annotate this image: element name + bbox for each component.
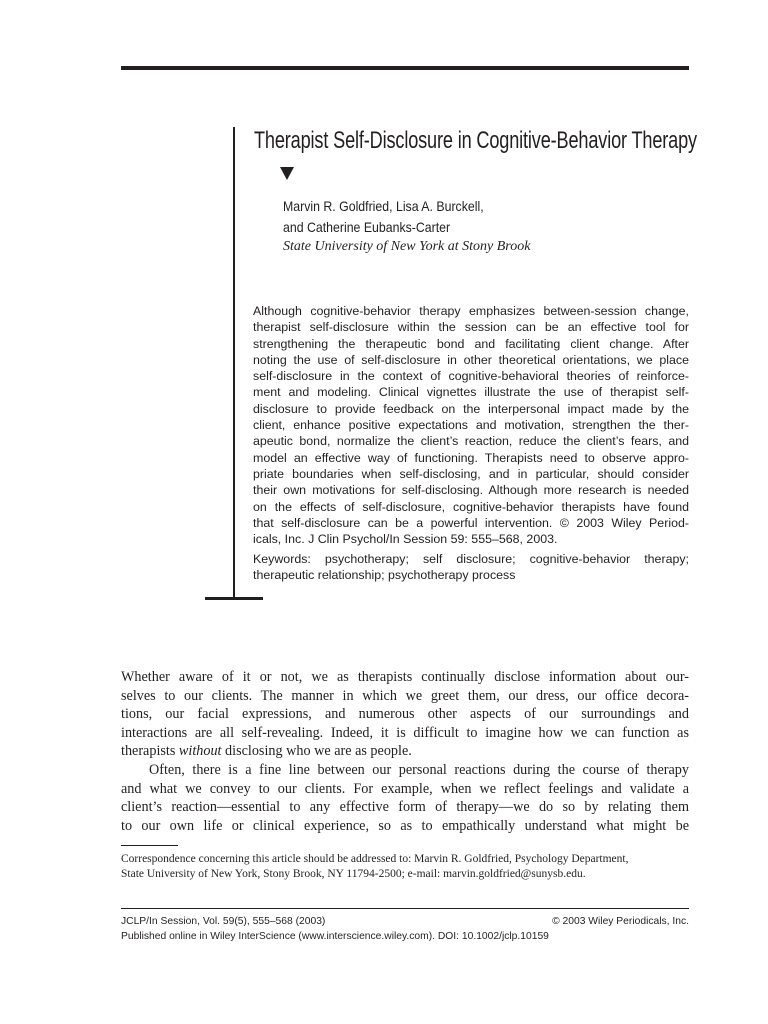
correspondence-footnote <box>121 852 689 881</box>
abstract-line: that self-disclosure can be a powerful intervention. © 2003 Wiley Period- <box>253 515 689 530</box>
keywords-line-1: Keywords: psychotherapy; self disclosure; cognitive-behavior therapy; <box>253 552 689 566</box>
abstract-line: on the effects of self-disclosure, cognitive-behavior therapists have found <box>253 499 689 514</box>
abstract-line: client, enhance positive expectations and motivation, strengthen the ther- <box>253 418 689 433</box>
affiliation: State University of New York at Stony Brook <box>283 239 531 254</box>
journal-citation: JCLP/In Session, Vol. 59(5), 555–568 (2003) <box>121 916 326 927</box>
author-list <box>283 196 683 238</box>
abstract-line: their own motivations for self-disclosing. Although more research is needed <box>253 483 689 498</box>
body-line: tions, our facial expressions, and numerous other aspects of our surroundings and <box>121 706 689 723</box>
authors-line-1: Marvin R. Goldfried, Lisa A. Burckell, <box>283 198 484 214</box>
abstract-line: model an effective way of functioning. Therapists need to observe appro- <box>253 450 689 465</box>
copyright-notice: © 2003 Wiley Periodicals, Inc. <box>552 916 689 927</box>
keywords <box>253 551 689 584</box>
bottom-stub-rule <box>205 597 263 600</box>
abstract-line: noting the use of self-disclosure in other theoretical orientations, we place <box>253 352 689 367</box>
body-line: client’s reaction—essential to any effective form of therapy—we do so by relating them <box>121 799 689 816</box>
body-line <box>121 742 689 761</box>
abstract-line: strengthening the therapeutic bond and facilitating client change. After <box>253 336 689 351</box>
publication-info: Published online in Wiley InterScience (www.interscience.wiley.com). DOI: 10.1002/jclp.10159 <box>121 931 549 942</box>
body-text-fragment: disclosing who we are as people. <box>221 743 412 760</box>
footnote-line-2: State University of New York, Stony Brook, NY 11794-2500; e-mail: marvin.goldfried@sunysb.edu. <box>121 867 586 880</box>
footer-rule <box>121 908 689 909</box>
body-text-fragment: therapists <box>121 743 179 760</box>
footer-row <box>121 914 689 929</box>
abstract-line: disclosure to provide feedback on the interpersonal impact made by the <box>253 401 689 416</box>
body-line: interactions are all self-revealing. Indeed, it is difficult to imagine how we can function as <box>121 724 689 741</box>
abstract-line: self-disclosure in the context of cognitive-behavioral theories of reinforce- <box>253 369 689 384</box>
authors-line-2: and Catherine Eubanks-Carter <box>283 219 451 235</box>
emphasis-without: without <box>178 743 222 760</box>
abstract-line: therapist self-disclosure within the session can be an effective tool for <box>253 320 689 335</box>
triangle-marker-icon <box>280 167 294 180</box>
body-line: Whether aware of it or not, we as therapists continually disclose information about our- <box>121 669 689 685</box>
abstract-line: priate boundaries when self-disclosing, and in particular, should consider <box>253 466 689 481</box>
footnote-rule <box>121 845 178 846</box>
keywords-line-2: therapeutic relationship; psychotherapy process <box>253 568 516 583</box>
abstract-line: apeutic bond, normalize the client’s reaction, reduce the client’s fears, and <box>253 434 689 449</box>
body-text <box>121 668 689 835</box>
page-footer <box>121 914 689 944</box>
abstract-line: icals, Inc. J Clin Psychol/In Session 59: 555–568, 2003. <box>253 532 558 547</box>
article-title: Therapist Self-Disclosure in Cognitive-Behavior Therapy <box>254 127 697 154</box>
vertical-rule <box>233 127 235 599</box>
abstract-line: ment and modeling. Clinical vignettes illustrate the use of therapist self- <box>253 385 689 400</box>
footnote-line-1: Correspondence concerning this article should be addressed to: Marvin R. Goldfried, Psychology Department, <box>121 853 629 865</box>
abstract-line: Although cognitive-behavior therapy emphasizes between-session change, <box>253 304 689 318</box>
body-line: selves to our clients. The manner in which we greet them, our dress, our office decora- <box>121 687 689 704</box>
body-line: Often, there is a fine line between our personal reactions during the course of therapy <box>149 761 689 778</box>
body-line: and what we convey to our clients. For example, when we reflect feelings and validate a <box>121 780 689 797</box>
top-rule <box>121 66 689 70</box>
body-line: to our own life or clinical experience, so as to empathically understand what might be <box>121 817 689 834</box>
abstract <box>253 303 689 547</box>
